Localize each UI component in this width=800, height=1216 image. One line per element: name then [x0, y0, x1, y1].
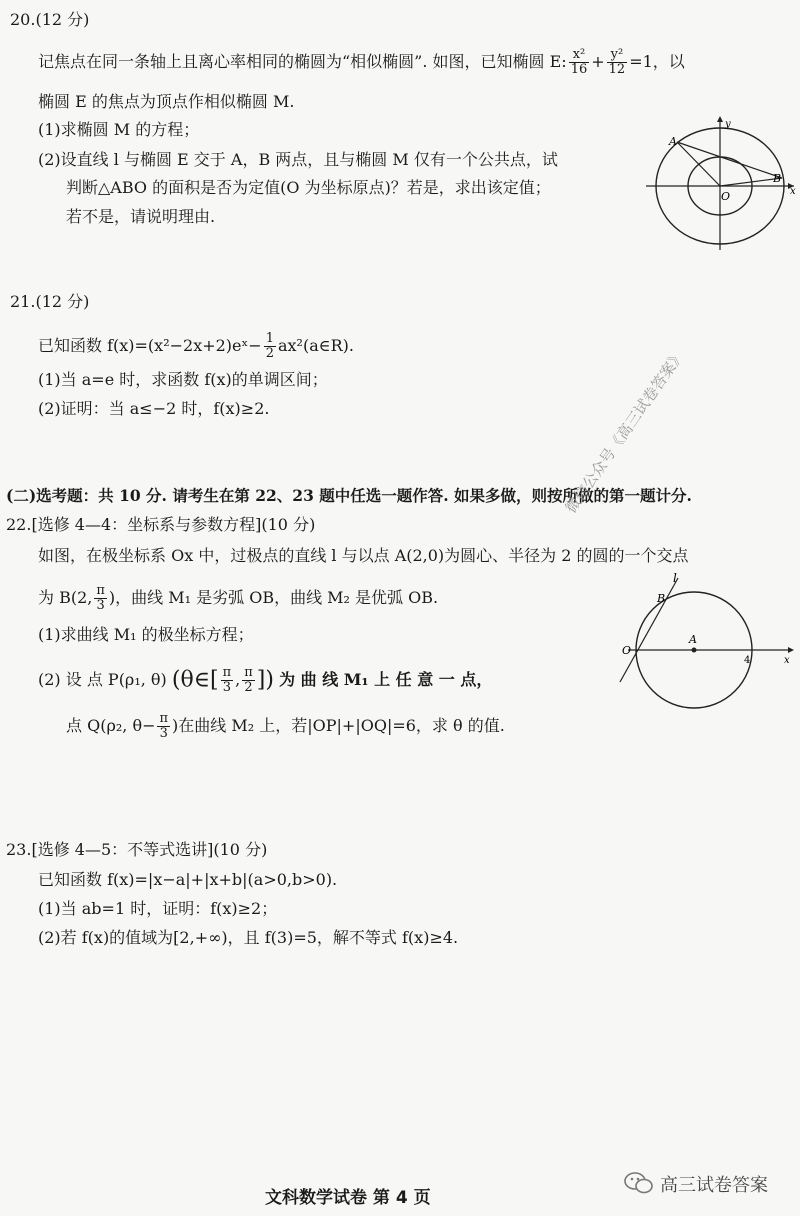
label-x: x	[790, 186, 796, 197]
q20-part1: (1)求椭圆 M 的方程；	[38, 120, 200, 139]
q23-line1: 已知函数 f(x)=|x−a|+|x+b|(a>0,b>0).	[38, 870, 338, 889]
line-l	[620, 578, 678, 682]
q20-line2: 椭圆 E 的焦点为顶点作相似椭圆 M.	[38, 92, 295, 111]
label-b: B	[657, 592, 666, 605]
q21-part1: (1)当 a=e 时，求函数 f(x)的单调区间；	[38, 370, 328, 389]
label-a: A	[669, 135, 677, 148]
elective-intro: (二)选考题：共 10 分. 请考生在第 22、23 题中任选一题作答. 如果多做，则按所做的第一题计分.	[6, 486, 692, 505]
q20-header: 20.(12 分)	[10, 10, 90, 29]
line-l	[677, 142, 782, 178]
q20-part2-c: 若不是，请说明理由.	[66, 207, 216, 226]
q21-header: 21.(12 分)	[10, 292, 90, 311]
label-o: O	[622, 644, 632, 657]
q20-part2-b: 判断△ABO 的面积是否为定值(O 为坐标原点)？若是，求出该定值；	[66, 178, 551, 197]
label-o: O	[721, 190, 731, 203]
q20-line1: 记焦点在同一条轴上且离心率相同的椭圆为“相似椭圆”. 如图，已知椭圆 E: $\frac{\text{x²}}{16}$ + $\frac{\text{y²}}{12}$ =1，以	[38, 47, 685, 77]
q23-header: 23.[选修 4—5：不等式选讲](10 分)	[6, 840, 268, 859]
label-a: A	[689, 633, 697, 646]
q23-part1: (1)当 ab=1 时，证明：f(x)≥2；	[38, 899, 278, 918]
page-footer: 文科数学试卷 第 4 页	[265, 1188, 431, 1208]
q22-line1: 如图，在极坐标系 Ox 中，过极点的直线 l 与以点 A(2,0)为圆心、半径为 2 的圆的一个交点	[38, 546, 689, 565]
label-x: x	[784, 655, 790, 666]
label-b: B	[773, 172, 782, 185]
label-l: l	[673, 571, 677, 585]
label-4: 4	[744, 655, 751, 666]
fraction-y2-12: $\frac{\text{y²}}{12}$	[608, 47, 626, 77]
fraction-one-half: $\frac{1}{2}$	[265, 331, 274, 361]
q21-part2: (2)证明：当 a≤−2 时，f(x)≥2.	[38, 399, 270, 418]
q23-part2: (2)若 f(x)的值域为[2,+∞)，且 f(3)=5，解不等式 f(x)≥4.	[38, 928, 459, 947]
q22-part2-a: (2) 设 点 P(ρ₁, θ) (θ∈[ $\frac{\pi}{3}$ , $\frac{\pi}{2}$ ]) 为 曲 线 M₁ 上 任 意 一 点，	[38, 665, 493, 695]
ellipse-figure	[642, 112, 798, 254]
q22-line2: 为 B(2, $\frac{\pi}{3}$ )，曲线 M₁ 是劣弧 OB，曲线 M₂ 是优弧 OB.	[38, 583, 439, 613]
wechat-icon	[624, 1170, 654, 1196]
label-y: y	[725, 119, 731, 130]
q22-header: 22.[选修 4—4：坐标系与参数方程](10 分)	[6, 515, 316, 534]
wechat-badge[interactable]	[620, 1168, 790, 1198]
badge-label: 高三试卷答案	[660, 1175, 768, 1196]
polar-figure	[612, 570, 798, 736]
fraction-x2-16: $\frac{\text{x²}}{16}$	[570, 47, 588, 77]
fraction-pi-3: $\frac{\pi}{3}$	[96, 583, 105, 613]
q21-line1: 已知函数 f(x)=(x²−2x+2)eˣ− $\frac{1}{2}$ ax²(a∈R).	[38, 331, 354, 361]
q22-part1: (1)求曲线 M₁ 的极坐标方程；	[38, 625, 254, 644]
watermark: 微信公众号《高三试卷答案》	[561, 346, 689, 517]
q20-part2-a: (2)设直线 l 与椭圆 E 交于 A，B 两点，且与椭圆 M 仅有一个公共点，试	[38, 150, 558, 169]
q22-part2-b: 点 Q(ρ₂, θ− $\frac{\pi}{3}$ )在曲线 M₂ 上，若|OP|+|OQ|=6，求 θ 的值.	[66, 711, 505, 741]
